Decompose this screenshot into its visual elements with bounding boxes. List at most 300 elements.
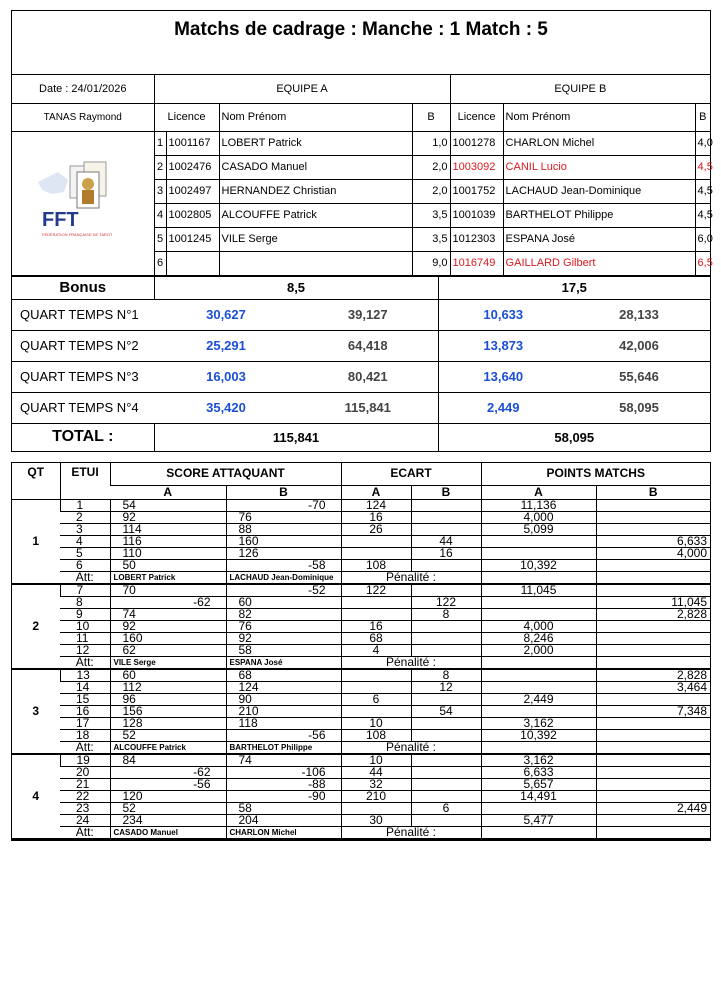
score-a-positive: 116 (122, 533, 142, 548)
team-a-licence: 1001167 (166, 131, 219, 155)
att-label: Att: (60, 826, 110, 839)
points-b: 7,348 (596, 705, 710, 717)
ecart-a: 30 (341, 814, 411, 826)
points-b (596, 766, 710, 778)
fft-logo-icon (28, 152, 138, 252)
points-b-header: B (596, 485, 710, 499)
points-header: POINTS MATCHS (481, 463, 710, 485)
points-a: 5,657 (481, 778, 596, 790)
points-a: 2,449 (481, 693, 596, 705)
score-a-negative: -56 (193, 776, 211, 791)
deal-row (12, 511, 710, 523)
score-b-positive: 126 (238, 545, 259, 560)
score-header: SCORE ATTAQUANT (110, 463, 341, 485)
etui-number: 10 (60, 620, 110, 632)
team-a-licence-header: Licence (154, 103, 219, 131)
etui-number: 5 (60, 547, 110, 559)
team-b-player-name: BARTHELOT Philippe (503, 203, 695, 227)
deal-row (12, 632, 710, 644)
quarter-number: 2 (12, 584, 60, 669)
deal-row (12, 535, 710, 547)
ecart-a: 26 (341, 523, 411, 535)
qt-header: QT (12, 463, 60, 499)
points-a: 2,000 (481, 644, 596, 656)
score-b (226, 644, 341, 656)
penalty-b (596, 571, 710, 584)
points-b (596, 632, 710, 644)
penalty-label: Pénalité : (341, 656, 481, 669)
etui-number: 12 (60, 644, 110, 656)
ecart-a: 124 (341, 499, 411, 511)
points-b: 6,633 (596, 535, 710, 547)
points-b (596, 778, 710, 790)
score-b-positive: 90 (238, 691, 252, 706)
points-b: 2,449 (596, 802, 710, 814)
ecart-b (411, 632, 481, 644)
ecart-b: 122 (411, 596, 481, 608)
svg-text:FÉDÉRATION FRANÇAISE DE TAROT: FÉDÉRATION FRANÇAISE DE TAROT (41, 231, 113, 237)
penalty-b (596, 826, 710, 839)
score-b-positive: 82 (238, 606, 252, 621)
points-b (596, 620, 710, 632)
team-b-cumulative: 28,133 (568, 299, 710, 330)
team-a-player-name: VILE Serge (219, 227, 412, 251)
score-a-positive: 50 (122, 557, 136, 572)
deal-row (12, 523, 710, 535)
score-b-positive: 92 (238, 630, 252, 645)
team-a-b-value: 1,0 (412, 131, 450, 155)
deal-row (12, 693, 710, 705)
ecart-a: 4 (341, 644, 411, 656)
score-a-positive: 120 (122, 788, 143, 803)
deal-row (12, 766, 710, 778)
penalty-a (481, 741, 596, 754)
team-a-licence: 1002476 (166, 155, 219, 179)
team-b-quarter-score: 10,633 (438, 299, 568, 330)
ecart-b (411, 620, 481, 632)
player-slot-number: 6 (154, 251, 166, 275)
penalty-a (481, 826, 596, 839)
score-a (110, 729, 226, 741)
ecart-b: 12 (411, 681, 481, 693)
score-a (110, 814, 226, 826)
team-a-quarter-score: 25,291 (154, 330, 298, 361)
deal-row (12, 559, 710, 571)
team-b-name: EQUIPE B (450, 75, 710, 103)
etui-number: 3 (60, 523, 110, 535)
etui-number: 6 (60, 559, 110, 571)
penalty-b (596, 656, 710, 669)
ecart-a: 68 (341, 632, 411, 644)
deal-row (12, 644, 710, 656)
points-a: 6,633 (481, 766, 596, 778)
deal-row (12, 814, 710, 826)
team-a-licence: 1002805 (166, 203, 219, 227)
quarter-label: QUART TEMPS N°3 (12, 361, 154, 392)
score-a-positive: 92 (122, 618, 136, 633)
attacker-a: LOBERT Patrick (110, 571, 226, 584)
team-b-b-header: B (695, 103, 710, 131)
player-slot-number: 1 (154, 131, 166, 155)
penalty-a (481, 656, 596, 669)
attacker-row (12, 571, 710, 584)
team-a-cumulative: 115,841 (298, 392, 438, 423)
etui-number: 19 (60, 754, 110, 767)
penalty-label: Pénalité : (341, 826, 481, 839)
score-b-negative: -56 (308, 727, 326, 742)
team-a-name-header: Nom Prénom (219, 103, 412, 131)
attacker-a: CASADO Manuel (110, 826, 226, 839)
score-b-positive: 118 (238, 715, 258, 730)
score-a-positive: 160 (122, 630, 143, 645)
team-a-player-name: HERNANDEZ Christian (219, 179, 412, 203)
points-b (596, 717, 710, 729)
ecart-a: 16 (341, 511, 411, 523)
attacker-b: BARTHELOT Philippe (226, 741, 341, 754)
score-a-positive: 84 (122, 752, 136, 767)
team-a-quarter-score: 30,627 (154, 299, 298, 330)
ecart-a: 108 (341, 729, 411, 741)
score-a (110, 644, 226, 656)
team-a-quarter-score: 35,420 (154, 392, 298, 423)
penalty-b (596, 741, 710, 754)
team-b-player-name: CHARLON Michel (503, 131, 695, 155)
points-a: 14,491 (481, 790, 596, 802)
team-a-b-header: B (412, 103, 450, 131)
deal-row (12, 669, 710, 682)
attacker-a: VILE Serge (110, 656, 226, 669)
ecart-a (341, 535, 411, 547)
score-a-positive: 114 (122, 521, 142, 536)
team-b-b-value: 4,5 (695, 203, 710, 227)
etui-number: 16 (60, 705, 110, 717)
ecart-b-header: B (411, 485, 481, 499)
etui-number: 21 (60, 778, 110, 790)
etui-number: 13 (60, 669, 110, 682)
ecart-header: ECART (341, 463, 481, 485)
ecart-b: 16 (411, 547, 481, 559)
team-b-b-value: 4,0 (695, 131, 710, 155)
deal-row (12, 584, 710, 597)
score-b-positive: 76 (238, 618, 252, 633)
team-a-b-value: 9,0 (412, 251, 450, 275)
points-a-header: A (481, 485, 596, 499)
score-a-positive: 234 (122, 812, 143, 827)
bonus-label: Bonus (12, 276, 154, 299)
points-b: 2,828 (596, 669, 710, 682)
ecart-b (411, 499, 481, 511)
team-a-cumulative: 39,127 (298, 299, 438, 330)
team-a-player-name (219, 251, 412, 275)
deal-row (12, 717, 710, 729)
score-b-negative: -88 (308, 776, 326, 791)
quarter-label: QUART TEMPS N°4 (12, 392, 154, 423)
ecart-a: 32 (341, 778, 411, 790)
deal-row (12, 754, 710, 767)
team-b-licence: 1001039 (450, 203, 503, 227)
ecart-b (411, 766, 481, 778)
penalty-a (481, 571, 596, 584)
team-a-b-value: 2,0 (412, 179, 450, 203)
deal-row (12, 802, 710, 814)
etui-number: 17 (60, 717, 110, 729)
ecart-b: 44 (411, 535, 481, 547)
score-a-positive: 110 (122, 545, 142, 560)
team-b-cumulative: 58,095 (568, 392, 710, 423)
etui-number: 7 (60, 584, 110, 597)
points-b (596, 499, 710, 511)
quarter-scores-table (12, 276, 710, 452)
attacker-row (12, 826, 710, 839)
score-b-positive: 68 (238, 667, 252, 682)
etui-number: 11 (60, 632, 110, 644)
deal-row (12, 681, 710, 693)
points-b: 4,000 (596, 547, 710, 559)
team-a-b-value: 2,0 (412, 155, 450, 179)
svg-text:FFT: FFT (41, 208, 79, 231)
team-b-quarter-score: 13,873 (438, 330, 568, 361)
score-a-positive: 70 (122, 582, 136, 597)
points-b (596, 559, 710, 571)
ecart-a-header: A (341, 485, 411, 499)
deal-row (12, 778, 710, 790)
ecart-a (341, 669, 411, 682)
score-a-positive: 112 (122, 679, 142, 694)
score-b-negative: -58 (308, 557, 326, 572)
match-summary-sheet (11, 10, 711, 452)
team-b-licence: 1001752 (450, 179, 503, 203)
points-a: 3,162 (481, 754, 596, 767)
points-a: 10,392 (481, 729, 596, 741)
etui-number: 15 (60, 693, 110, 705)
etui-header: ETUI (60, 463, 110, 499)
etui-number: 24 (60, 814, 110, 826)
team-a-player-name: CASADO Manuel (219, 155, 412, 179)
points-b: 3,464 (596, 681, 710, 693)
points-b: 2,828 (596, 608, 710, 620)
score-a-negative: -62 (193, 594, 211, 609)
team-b-licence: 1003092 (450, 155, 503, 179)
attacker-row (12, 741, 710, 754)
team-a-b-value: 3,5 (412, 227, 450, 251)
score-a-positive: 96 (122, 691, 136, 706)
etui-number: 22 (60, 790, 110, 802)
team-a-b-value: 3,5 (412, 203, 450, 227)
deal-rows (12, 499, 710, 839)
points-b (596, 729, 710, 741)
score-a-positive: 92 (122, 509, 136, 524)
score-a-positive: 52 (122, 800, 136, 815)
ecart-b: 6 (411, 802, 481, 814)
ecart-a: 210 (341, 790, 411, 802)
etui-number: 20 (60, 766, 110, 778)
points-a: 4,000 (481, 511, 596, 523)
ecart-a: 10 (341, 754, 411, 767)
att-label: Att: (60, 741, 110, 754)
ecart-b (411, 778, 481, 790)
team-b-licence: 1012303 (450, 227, 503, 251)
points-a: 11,045 (481, 584, 596, 597)
score-b-negative: -70 (308, 497, 326, 512)
ecart-a: 6 (341, 693, 411, 705)
points-a: 3,162 (481, 717, 596, 729)
points-a: 8,246 (481, 632, 596, 644)
att-label: Att: (60, 571, 110, 584)
ecart-a: 16 (341, 620, 411, 632)
score-b-positive: 160 (238, 533, 259, 548)
score-b (226, 814, 341, 826)
team-b-player-name: ESPANA José (503, 227, 695, 251)
score-b-positive: 58 (238, 800, 252, 815)
score-b-header: B (226, 485, 341, 499)
attacker-row (12, 656, 710, 669)
team-a-cumulative: 80,421 (298, 361, 438, 392)
team-a-quarter-score: 16,003 (154, 361, 298, 392)
player-slot-number: 5 (154, 227, 166, 251)
attacker-a: ALCOUFFE Patrick (110, 741, 226, 754)
team-b-player-name: CANIL Lucio (503, 155, 695, 179)
deal-details-table (12, 463, 710, 840)
score-b-negative: -106 (301, 764, 326, 779)
team-b-licence: 1016749 (450, 251, 503, 275)
deal-row (12, 499, 710, 511)
points-a: 4,000 (481, 620, 596, 632)
score-b-positive: 204 (238, 812, 259, 827)
score-a-positive: 60 (122, 667, 136, 682)
team-b-licence: 1001278 (450, 131, 503, 155)
etui-number: 8 (60, 596, 110, 608)
score-a (110, 559, 226, 571)
quarter-label: QUART TEMPS N°1 (12, 299, 154, 330)
score-a-positive: 74 (122, 606, 136, 621)
attacker-b: LACHAUD Jean-Dominique (226, 571, 341, 584)
points-a: 5,099 (481, 523, 596, 535)
team-b-cumulative: 42,006 (568, 330, 710, 361)
ecart-b: 54 (411, 705, 481, 717)
team-b-b-value: 6,0 (695, 227, 710, 251)
team-a-total: 115,841 (154, 423, 438, 451)
team-b-b-value: 6,5 (695, 251, 710, 275)
deal-row (12, 790, 710, 802)
points-b (596, 754, 710, 767)
ecart-b (411, 717, 481, 729)
team-b-cumulative: 55,646 (568, 361, 710, 392)
team-b-player-name: LACHAUD Jean-Dominique (503, 179, 695, 203)
team-b-quarter-score: 2,449 (438, 392, 568, 423)
points-a: 10,392 (481, 559, 596, 571)
team-b-player-name: GAILLARD Gilbert (503, 251, 695, 275)
ecart-a: 122 (341, 584, 411, 597)
deal-details-sheet (11, 462, 711, 841)
score-a-positive: 156 (122, 703, 143, 718)
page-title: Matchs de cadrage : Manche : 1 Match : 5 (12, 11, 710, 75)
quarter-number: 3 (12, 669, 60, 754)
team-a-licence: 1001245 (166, 227, 219, 251)
att-label: Att: (60, 656, 110, 669)
score-b-positive: 88 (238, 521, 252, 536)
score-a-positive: 52 (122, 727, 136, 742)
attacker-b: ESPANA José (226, 656, 341, 669)
etui-number: 23 (60, 802, 110, 814)
date-label: Date : 24/01/2026 (12, 75, 154, 103)
score-b-positive: 74 (238, 752, 252, 767)
ecart-a: 10 (341, 717, 411, 729)
score-b-positive: 210 (238, 703, 259, 718)
team-a-bonus: 8,5 (154, 276, 438, 299)
team-b-licence-header: Licence (450, 103, 503, 131)
federation-logo (12, 131, 154, 275)
etui-number: 18 (60, 729, 110, 741)
score-a-header: A (110, 485, 226, 499)
etui-number: 2 (60, 511, 110, 523)
points-a: 5,477 (481, 814, 596, 826)
team-a-player-name: LOBERT Patrick (219, 131, 412, 155)
points-a: 11,136 (481, 499, 596, 511)
deal-row (12, 608, 710, 620)
ecart-a: 108 (341, 559, 411, 571)
quarter-label: QUART TEMPS N°2 (12, 330, 154, 361)
team-b-total: 58,095 (438, 423, 710, 451)
total-label: TOTAL : (12, 423, 154, 451)
team-a-cumulative: 64,418 (298, 330, 438, 361)
score-a-positive: 54 (122, 497, 136, 512)
score-a-positive: 62 (122, 642, 136, 657)
score-b (226, 729, 341, 741)
team-b-b-value: 4,5 (695, 155, 710, 179)
deal-row (12, 705, 710, 717)
attacker-b: CHARLON Michel (226, 826, 341, 839)
ecart-b (411, 754, 481, 767)
player-slot-number: 2 (154, 155, 166, 179)
team-a-licence: 1002497 (166, 179, 219, 203)
score-b (226, 559, 341, 571)
penalty-label: Pénalité : (341, 571, 481, 584)
etui-number: 1 (60, 499, 110, 511)
score-b-positive: 58 (238, 642, 252, 657)
points-b: 11,045 (596, 596, 710, 608)
penalty-label: Pénalité : (341, 741, 481, 754)
ecart-b (411, 511, 481, 523)
team-b-quarter-score: 13,640 (438, 361, 568, 392)
team-b-bonus: 17,5 (438, 276, 710, 299)
score-a-negative: -62 (193, 764, 211, 779)
points-a (481, 535, 596, 547)
teams-table (12, 75, 713, 276)
points-b (596, 644, 710, 656)
team-b-name-header: Nom Prénom (503, 103, 695, 131)
score-a-positive: 128 (122, 715, 143, 730)
deal-row (12, 620, 710, 632)
score-b-positive: 124 (238, 679, 259, 694)
points-b (596, 511, 710, 523)
score-b-positive: 76 (238, 509, 252, 524)
points-a (481, 669, 596, 682)
referee-name: TANAS Raymond (12, 103, 154, 131)
score-b-negative: -90 (308, 788, 326, 803)
etui-number: 9 (60, 608, 110, 620)
team-a-name: EQUIPE A (154, 75, 450, 103)
points-a (481, 596, 596, 608)
ecart-a (341, 596, 411, 608)
deal-row (12, 547, 710, 559)
deal-row (12, 729, 710, 741)
ecart-b: 8 (411, 669, 481, 682)
team-b-b-value: 4,5 (695, 179, 710, 203)
ecart-a: 44 (341, 766, 411, 778)
etui-number: 14 (60, 681, 110, 693)
team-a-licence (166, 251, 219, 275)
ecart-b: 8 (411, 608, 481, 620)
